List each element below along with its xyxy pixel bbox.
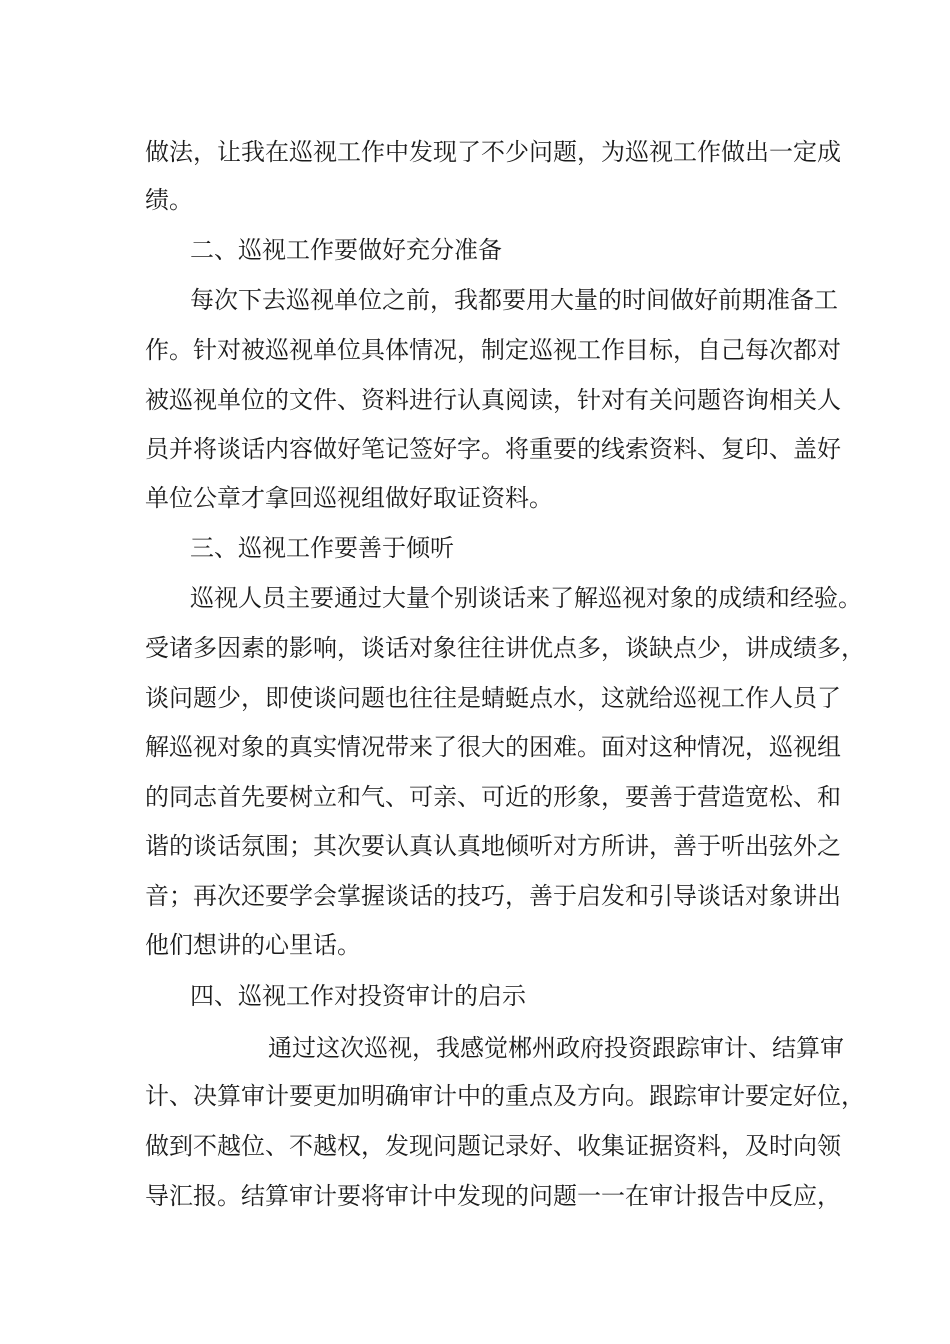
paragraph-line: 导汇报。结算审计要将审计中发现的问题一一在审计报告中反应， bbox=[145, 1182, 841, 1210]
paragraph-line: 做到不越位、不越权，发现问题记录好、收集证据资料，及时向领 bbox=[145, 1132, 841, 1160]
paragraph-line: 通过这次巡视，我感觉郴州政府投资跟踪审计、结算审 bbox=[268, 1034, 844, 1062]
paragraph-line: 绩。 bbox=[145, 186, 193, 214]
paragraph-line: 解巡视对象的真实情况带来了很大的困难。面对这种情况，巡视组 bbox=[145, 733, 841, 761]
paragraph-line: 谈问题少，即使谈问题也往往是蜻蜓点水，这就给巡视工作人员了 bbox=[145, 684, 841, 712]
paragraph-line: 谐的谈话氛围；其次要认真认真地倾听对方所讲，善于听出弦外之 bbox=[145, 832, 841, 860]
paragraph-line: 计、决算审计要更加明确审计中的重点及方向。跟踪审计要定好位， bbox=[145, 1082, 865, 1110]
paragraph-line: 巡视人员主要通过大量个别谈话来了解巡视对象的成绩和经验。 bbox=[190, 584, 862, 612]
paragraph-line: 作。针对被巡视单位具体情况，制定巡视工作目标，自己每次都对 bbox=[145, 336, 841, 364]
section-heading: 三、巡视工作要善于倾听 bbox=[190, 534, 454, 562]
paragraph-line: 的同志首先要树立和气、可亲、可近的形象，要善于营造宽松、和 bbox=[145, 783, 841, 811]
paragraph-line: 音；再次还要学会掌握谈话的技巧，善于启发和引导谈话对象讲出 bbox=[145, 882, 841, 910]
paragraph-line: 受诸多因素的影响，谈话对象往往讲优点多，谈缺点少，讲成绩多， bbox=[145, 634, 865, 662]
paragraph-line: 每次下去巡视单位之前，我都要用大量的时间做好前期准备工 bbox=[190, 286, 838, 314]
paragraph-line: 单位公章才拿回巡视组做好取证资料。 bbox=[145, 484, 553, 512]
paragraph-line: 他们想讲的心里话。 bbox=[145, 931, 361, 959]
paragraph-line: 员并将谈话内容做好笔记签好字。将重要的线索资料、复印、盖好 bbox=[145, 435, 841, 463]
section-heading: 四、巡视工作对投资审计的启示 bbox=[190, 982, 526, 1010]
section-heading: 二、巡视工作要做好充分准备 bbox=[190, 236, 502, 264]
paragraph-line: 做法，让我在巡视工作中发现了不少问题，为巡视工作做出一定成 bbox=[145, 138, 841, 166]
paragraph-line: 被巡视单位的文件、资料进行认真阅读，针对有关问题咨询相关人 bbox=[145, 386, 841, 414]
